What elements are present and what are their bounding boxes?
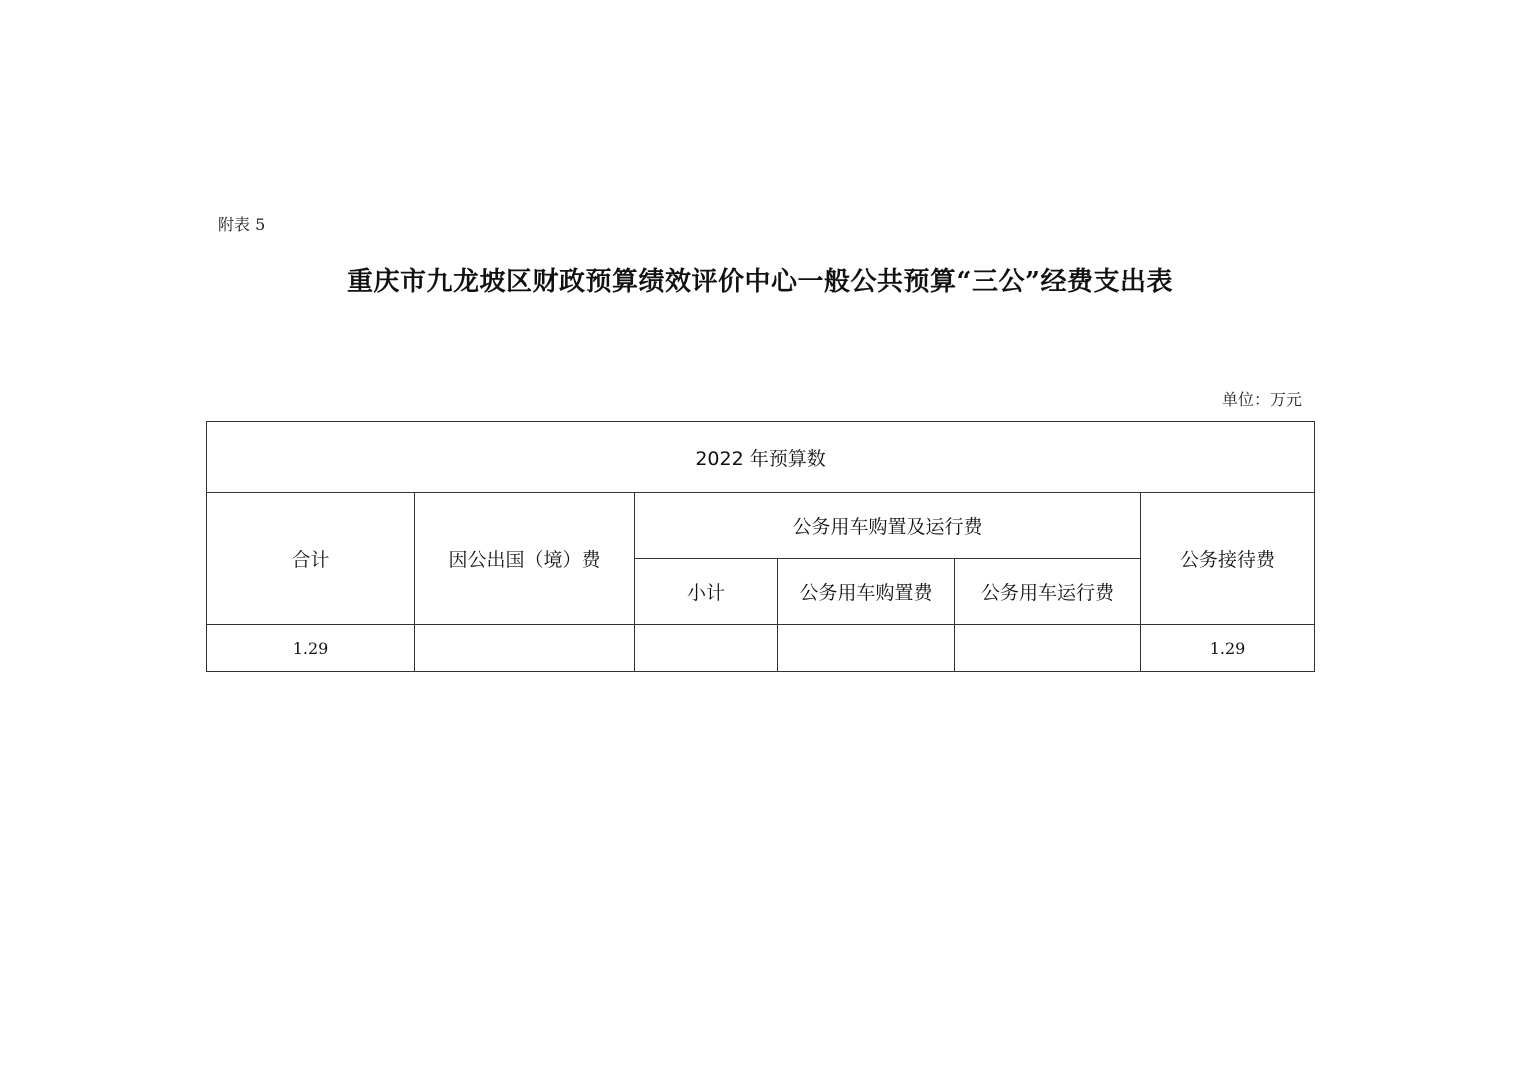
value-vehicle-subtotal [635, 625, 778, 672]
header-abroad: 因公出国（境）费 [415, 493, 635, 625]
value-total: 1.29 [207, 625, 415, 672]
year-header-cell: 2022 年预算数 [207, 422, 1315, 493]
value-vehicle-purchase [778, 625, 955, 672]
header-reception: 公务接待费 [1141, 493, 1315, 625]
header-vehicle-operation: 公务用车运行费 [955, 559, 1141, 625]
header-vehicle-subtotal: 小计 [635, 559, 778, 625]
table-row-year [207, 422, 1315, 493]
header-vehicle-purchase: 公务用车购置费 [778, 559, 955, 625]
value-reception: 1.29 [1141, 625, 1315, 672]
page-title: 重庆市九龙坡区财政预算绩效评价中心一般公共预算“三公”经费支出表 [347, 267, 1173, 297]
header-total: 合计 [207, 493, 415, 625]
three-public-expense-table [206, 421, 1315, 672]
table-row [207, 625, 1315, 672]
value-vehicle-operation [955, 625, 1141, 672]
header-vehicle-group: 公务用车购置及运行费 [635, 493, 1141, 559]
unit-label: 单位：万元 [1221, 390, 1302, 409]
table-row-header [207, 493, 1315, 559]
value-abroad [415, 625, 635, 672]
appendix-label: 附表 5 [218, 215, 266, 234]
